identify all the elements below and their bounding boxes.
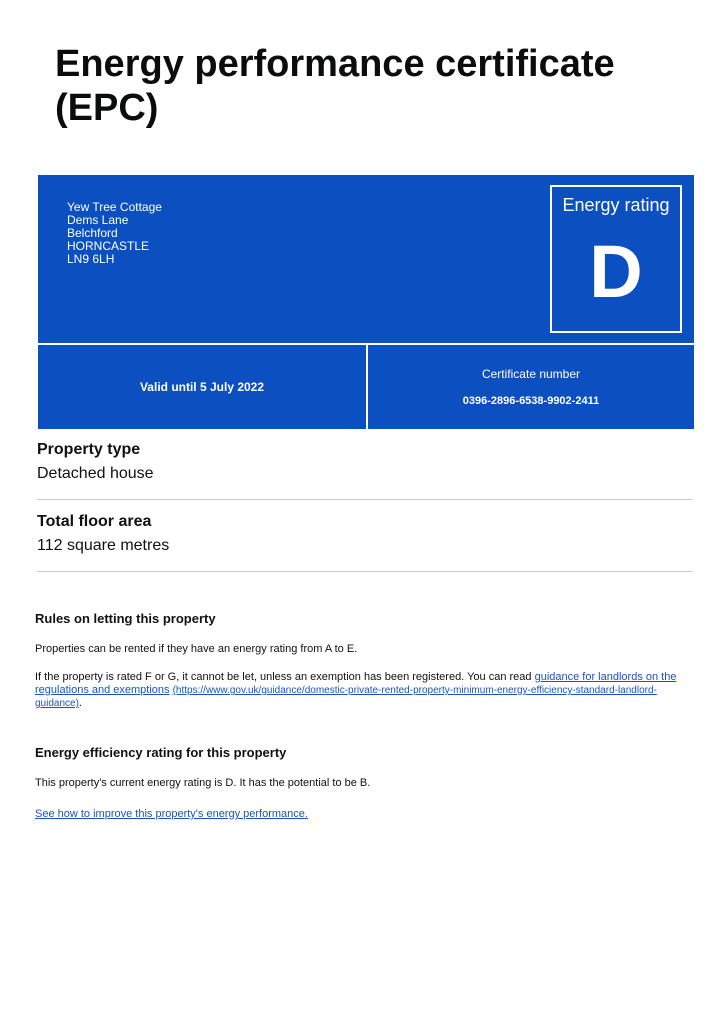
certificate-number-block	[368, 345, 694, 429]
address-line: Dems Lane	[67, 213, 129, 227]
efficiency-link-row	[35, 808, 695, 821]
energy-rating-label: Energy rating	[562, 195, 670, 215]
letting-exemption-paragraph	[35, 671, 695, 710]
valid-until	[38, 345, 366, 429]
improve-performance-link[interactable]: See how to improve this property's energy performance.	[35, 808, 308, 820]
certificate-number: 0396-2896-6538-9902-2411	[462, 395, 600, 407]
floor-area-value: 112 square metres	[37, 537, 170, 554]
certificate-number-label: Certificate number	[481, 367, 581, 381]
landlord-guidance-url[interactable]: (https://www.gov.uk/guidance/domestic-private-rented-property-minimum-energy-efficiency-standard-landlord-guidance)	[35, 685, 657, 709]
address-line: Belchford	[67, 226, 118, 240]
section-divider	[37, 499, 693, 500]
valid-until-text: Valid until 5 July 2022	[139, 380, 265, 394]
energy-rating-letter: D	[589, 230, 643, 313]
page-title: Energy performance certificate (EPC)	[55, 43, 615, 129]
address-line: Yew Tree Cottage	[67, 200, 162, 214]
energy-rating-box	[550, 185, 682, 333]
property-type-value: Detached house	[37, 465, 154, 482]
address-line: HORNCASTLE	[67, 239, 150, 253]
property-address	[67, 201, 162, 266]
exemption-text: If the property is rated F or G, it cannot be let, unless an exemption has been registered. You can read	[35, 671, 535, 683]
certificate-header	[38, 175, 694, 343]
efficiency-paragraph: This property's current energy rating is D. It has the potential to be B.	[35, 777, 371, 789]
property-type-heading: Property type	[37, 441, 141, 458]
certificate-panel	[38, 175, 694, 429]
letting-paragraph: Properties can be rented if they have an energy rating from A to E.	[35, 643, 358, 655]
efficiency-heading: Energy efficiency rating for this property	[35, 745, 287, 760]
exemption-end: .	[78, 697, 82, 709]
address-line: LN9 6LH	[67, 252, 115, 266]
letting-heading: Rules on letting this property	[35, 611, 216, 626]
section-divider	[37, 571, 693, 572]
landlord-guidance-link[interactable]: guidance for landlords on the regulations and exemptions	[35, 671, 677, 696]
floor-area-heading: Total floor area	[37, 513, 152, 530]
